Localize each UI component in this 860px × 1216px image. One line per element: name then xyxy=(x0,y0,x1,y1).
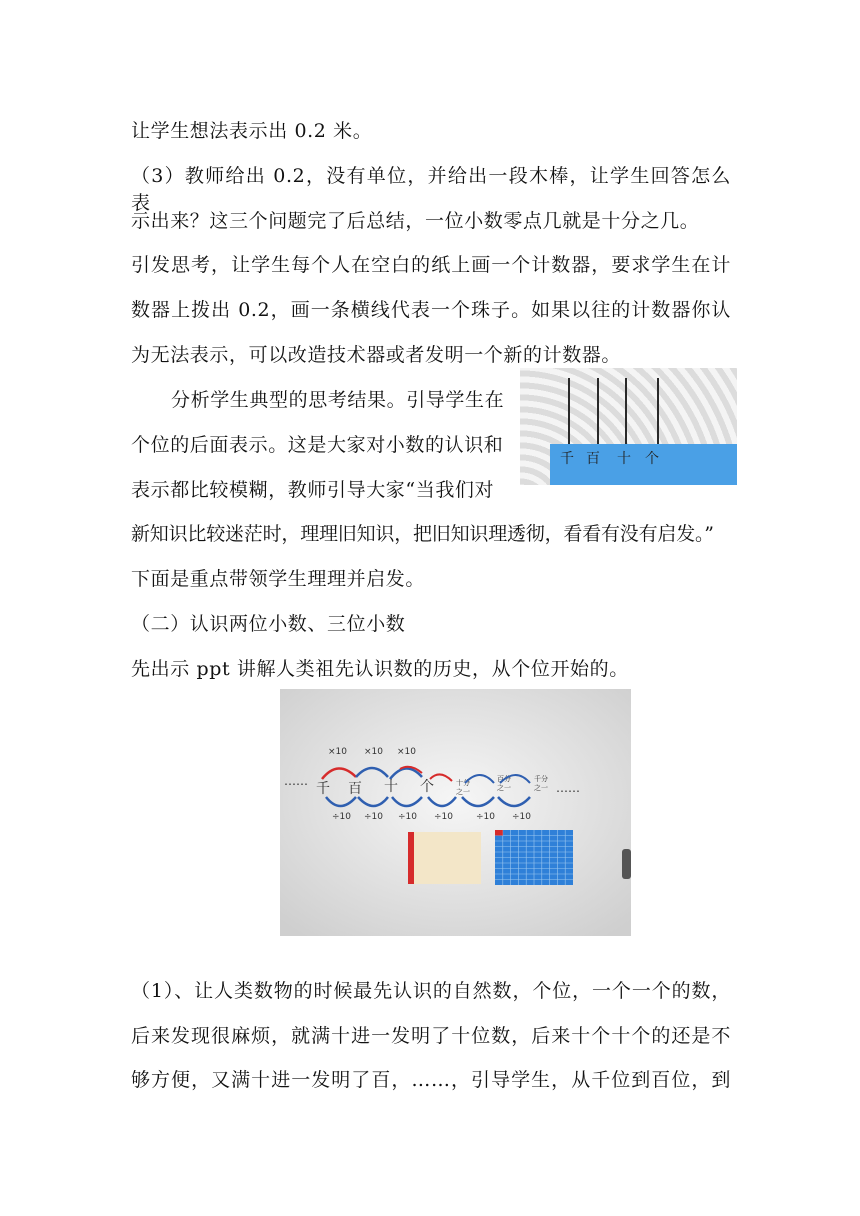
place-label: 千 xyxy=(316,781,330,797)
fraction-label-bottom: 之一 xyxy=(497,784,511,792)
place-label: 个 xyxy=(645,451,659,467)
paragraph-line: 示出来？这三个问题完了后总结，一位小数零点几就是十分之几。 xyxy=(131,210,700,232)
paragraph-line: 表示都比较模糊，教师引导大家“当我们对 xyxy=(131,479,495,501)
paragraph-line: 先出示 ppt 讲解人类祖先认识数的历史，从个位开始的。 xyxy=(131,658,629,680)
place-label: 个 xyxy=(420,779,434,795)
times-ten-label: ×10 xyxy=(397,747,416,757)
place-label: 十 xyxy=(384,779,398,795)
times-ten-label: ×10 xyxy=(364,747,383,757)
paragraph-line: 让学生想法表示出 0.2 米。 xyxy=(131,120,373,142)
divide-ten-label: ÷10 xyxy=(434,812,453,822)
divide-ten-label: ÷10 xyxy=(476,812,495,822)
right-ellipsis: …… xyxy=(556,781,580,795)
paragraph-line: 够方便，又满十进一发明了百，……，引导学生，从千位到百位，到 xyxy=(131,1069,731,1091)
paragraph-line: 分析学生典型的思考结果。引导学生在 xyxy=(171,389,505,411)
paragraph-line: 后来发现很麻烦，就满十进一发明了十位数，后来十个十个的还是不 xyxy=(131,1025,731,1047)
paragraph-line: 引发思考，让学生每个人在空白的纸上画一个计数器，要求学生在计 xyxy=(131,254,731,276)
fraction-label-bottom: 之一 xyxy=(534,784,548,792)
paragraph-line: 新知识比较迷茫时，理理旧知识，把旧知识理透彻，看看有没有启发。” xyxy=(131,523,714,545)
paragraph-line: （3）教师给出 0.2，没有单位，并给出一段木棒，让学生回答怎么表 xyxy=(131,165,731,214)
fraction-label-top: 百分 xyxy=(497,775,511,783)
place-label: 千 xyxy=(560,451,574,467)
abacus-base xyxy=(550,444,737,485)
place-value-diagram xyxy=(280,689,631,936)
place-label: 十 xyxy=(617,451,631,467)
abacus-photo xyxy=(520,368,737,485)
paragraph-line: 下面是重点带领学生理理并启发。 xyxy=(131,568,426,590)
times-ten-label: ×10 xyxy=(328,747,347,757)
fraction-label-bottom: 之一 xyxy=(456,788,470,796)
left-ellipsis: …… xyxy=(284,774,308,788)
divide-ten-label: ÷10 xyxy=(398,812,417,822)
fraction-label-top: 十分 xyxy=(456,779,470,787)
divide-ten-label: ÷10 xyxy=(512,812,531,822)
section-heading: （二）认识两位小数、三位小数 xyxy=(131,613,406,635)
paragraph-line: 个位的后面表示。这是大家对小数的认识和 xyxy=(131,434,504,456)
divide-ten-label: ÷10 xyxy=(364,812,383,822)
fraction-label-top: 千分 xyxy=(534,775,548,783)
paragraph-line: 为无法表示，可以改造技术器或者发明一个新的计数器。 xyxy=(131,344,622,366)
paragraph-line: 数器上拨出 0.2，画一条横线代表一个珠子。如果以往的计数器你认 xyxy=(131,299,731,321)
place-label: 百 xyxy=(348,781,362,797)
divide-ten-label: ÷10 xyxy=(332,812,351,822)
place-value-ppt-photo xyxy=(280,689,631,936)
place-label: 百 xyxy=(586,451,600,467)
paragraph-line: （1）、让人类数物的时候最先认识的自然数，个位，一个一个的数， xyxy=(131,980,731,1002)
